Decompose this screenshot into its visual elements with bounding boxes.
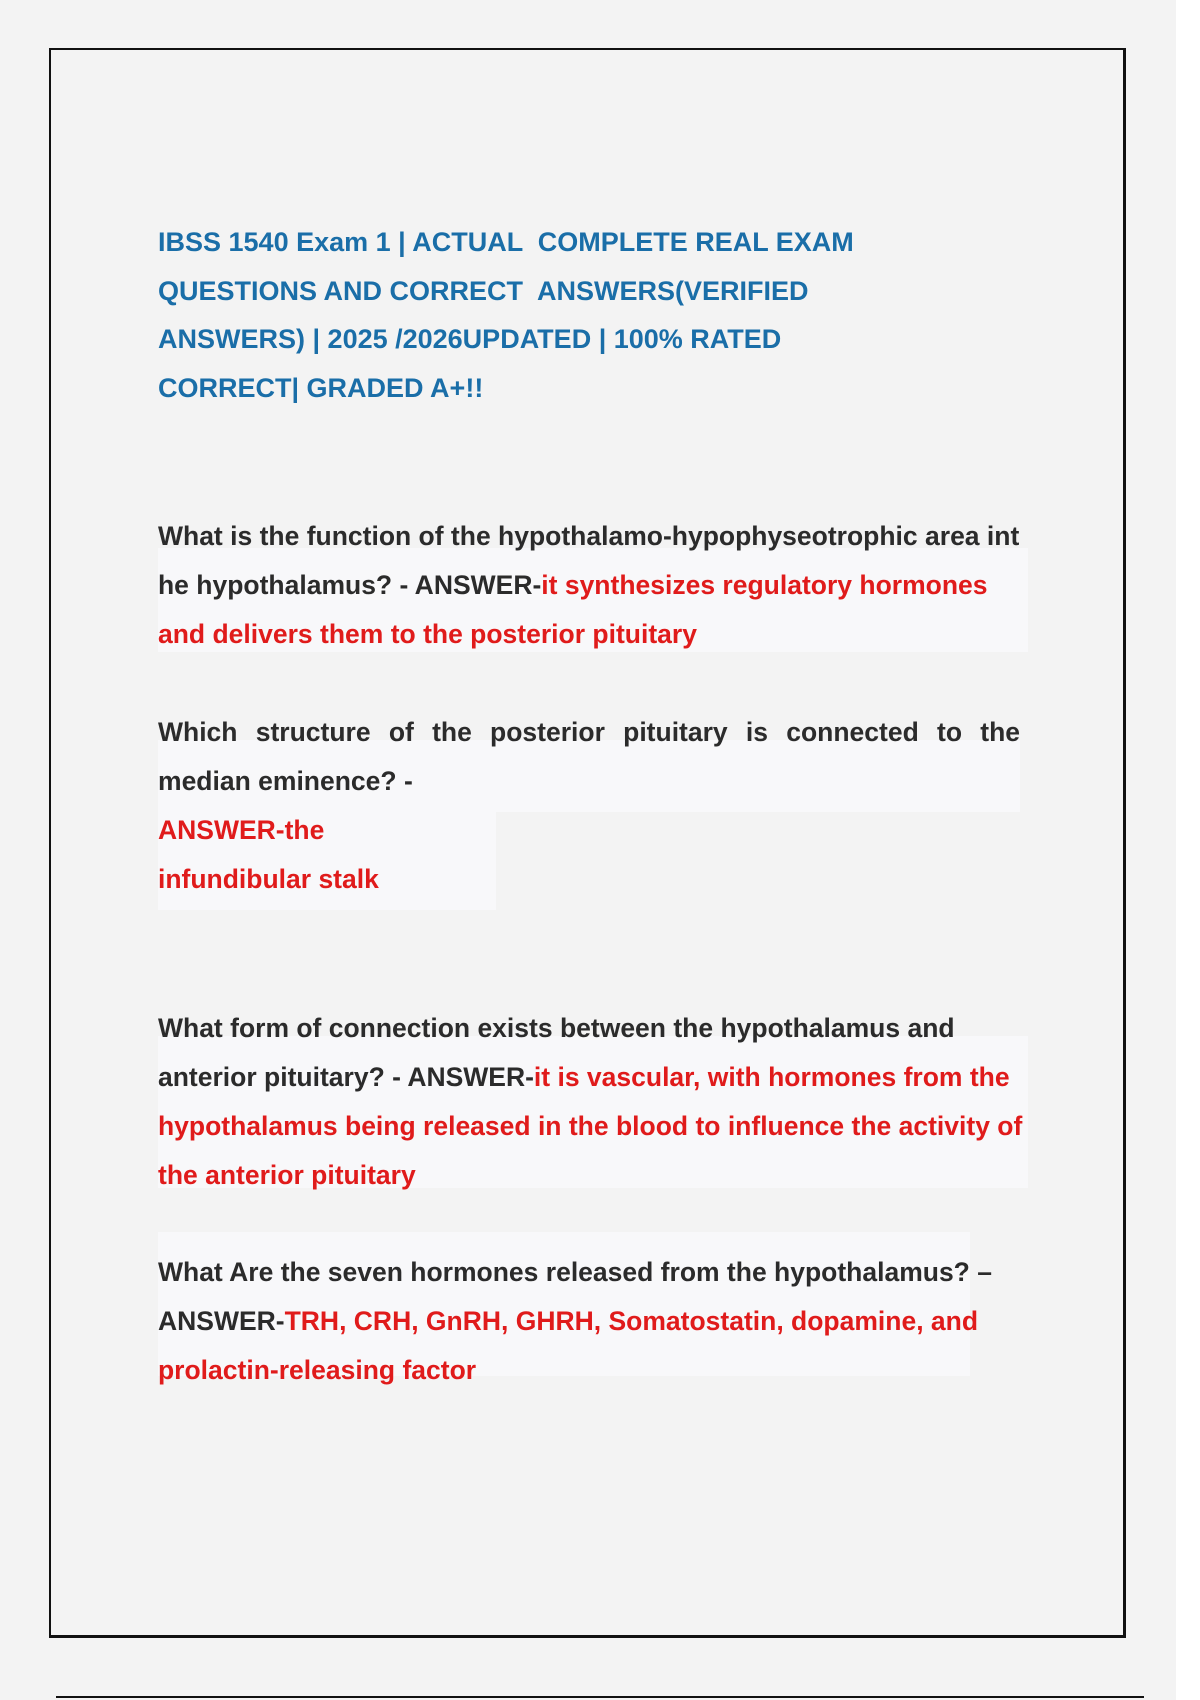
page-bottom-rule [56, 1696, 1144, 1698]
qa-item-4 [158, 1248, 1038, 1395]
question-1-text: What is the function of the hypothalamo-hypophyseotrophic area int he hypothalamus? - ANSWER- [158, 521, 1020, 600]
answer-3-text: it is vascular, with hormones from the hypothalamus being released in the blood to influence the activity of the anterior pituitary [158, 1062, 1023, 1190]
title-line-3: ANSWERS) | 2025 /2026UPDATED | 100% RATED [158, 324, 782, 354]
document-title [158, 218, 918, 412]
question-2-text: Which structure of the posterior pituitary is connected to the median eminence? - [158, 717, 1020, 796]
qa-item-3 [158, 1004, 1038, 1200]
question-3-text: What form of connection exists between the hypothalamus and anterior pituitary? - ANSWER- [158, 1013, 955, 1092]
answer-4-text: TRH, CRH, GnRH, GHRH, Somatostatin, dopamine, and prolactin-releasing factor [158, 1306, 979, 1385]
title-line-2: QUESTIONS AND CORRECT ANSWERS(VERIFIED [158, 275, 809, 306]
answer-1-text: it synthesizes regulatory hormones and delivers them to the posterior pituitary [158, 570, 988, 649]
right-margin-strip [1176, 0, 1200, 1700]
title-line-4: CORRECT| GRADED A+!! [158, 372, 484, 403]
qa-item-2 [158, 708, 1020, 806]
title-line-1: IBSS 1540 Exam 1 | ACTUAL COMPLETE REAL EXAM [158, 227, 854, 257]
question-4-text: What Are the seven hormones released from the hypothalamus? – ANSWER- [158, 1257, 992, 1336]
qa-item-1 [158, 512, 1038, 659]
answer-2-line-2: infundibular stalk [158, 864, 379, 894]
answer-2-block [158, 806, 379, 904]
answer-2-line-1: ANSWER-the [158, 815, 325, 845]
